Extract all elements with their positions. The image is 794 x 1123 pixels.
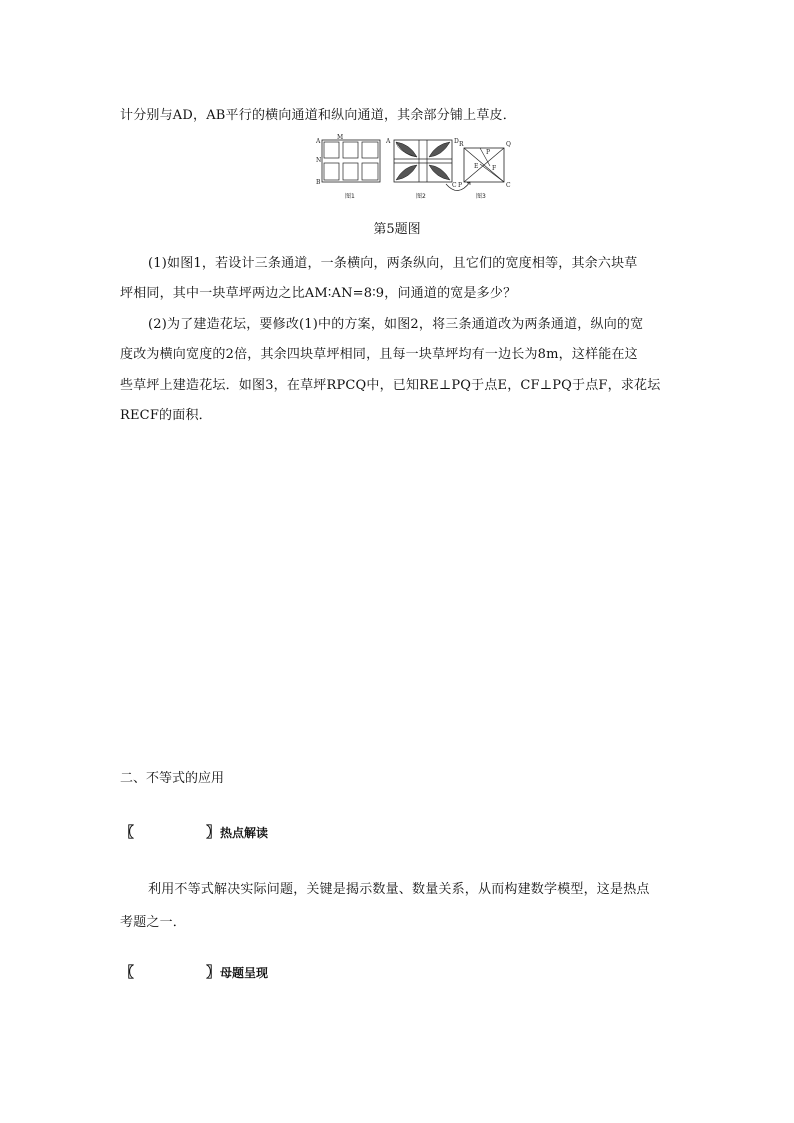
intro-line: 计分别与AD，AB平行的横向通道和纵向通道，其余部分铺上草皮． [120,108,516,123]
fig3-point-e: E [474,163,479,170]
hot-text-line-1: 利用不等式解决实际问题，关键是揭示数量、数量关系，从而构建数学模型，这是热点 [148,882,650,897]
bracket-right: 〗 [206,825,220,841]
q1-line-1: (1)如图1，若设计三条通道，一条横向，两条纵向，且它们的宽度相等，其余六块草 [148,256,638,271]
fig1-point-m: M [337,134,344,141]
fig1-point-a: A [316,138,321,145]
mother-problem-label: 母题呈现 [220,966,269,980]
section-2-title: 二、不等式的应用 [120,771,225,786]
figure-group [310,132,514,204]
q2-line-2: 度改为横向宽度的2倍，其余四块草坪相同，且每一块草坪均有一边长为8m，这样能在这 [120,347,638,362]
hot-topic-label: 热点解读 [220,826,269,840]
fig3-point-p2: P [458,182,463,189]
fig1-point-b: B [316,179,321,186]
figure-1 [315,134,380,200]
hot-topic-heading [120,822,268,842]
q1-line-2: 坪相同，其中一块草坪两边之比AM∶AN=8∶9，问通道的宽是多少？ [120,286,517,301]
q2-line-3: 些草坪上建造花坛．如图3，在草坪RPCQ中，已知RE⊥PQ于点E，CF⊥PQ于点F，求花坛 [120,378,661,393]
fig3-label: 图3 [476,193,486,200]
fig2-point-c: C [452,182,457,189]
fig2-label: 图2 [416,193,426,200]
q2-line-1: (2)为了建造花坛，要修改(1)中的方案，如图2，将三条通道改为两条通道，纵向的宽 [148,317,644,332]
mother-problem-heading [120,962,268,982]
fig3-point-c: C [506,182,511,189]
hot-text-line-2: 考题之一． [120,915,187,930]
figure-2 [385,138,470,200]
fig1-label: 图1 [345,193,355,200]
fig1-point-n: N [316,157,322,164]
bracket-right-2: 〗 [206,965,220,981]
fig3-point-q: Q [506,141,511,148]
figure-3 [458,141,511,200]
figure-caption: 第5题图 [373,222,421,237]
bracket-left: 〖 [120,825,134,841]
fig3-point-f: F [492,165,497,172]
fig2-point-a: A [386,138,391,145]
fig3-point-r: R [459,141,464,148]
fig3-point-p: P [486,149,491,156]
q2-line-4: RECF的面积． [120,408,212,423]
fig2-point-d: D [454,138,459,145]
bracket-left-2: 〖 [120,965,134,981]
